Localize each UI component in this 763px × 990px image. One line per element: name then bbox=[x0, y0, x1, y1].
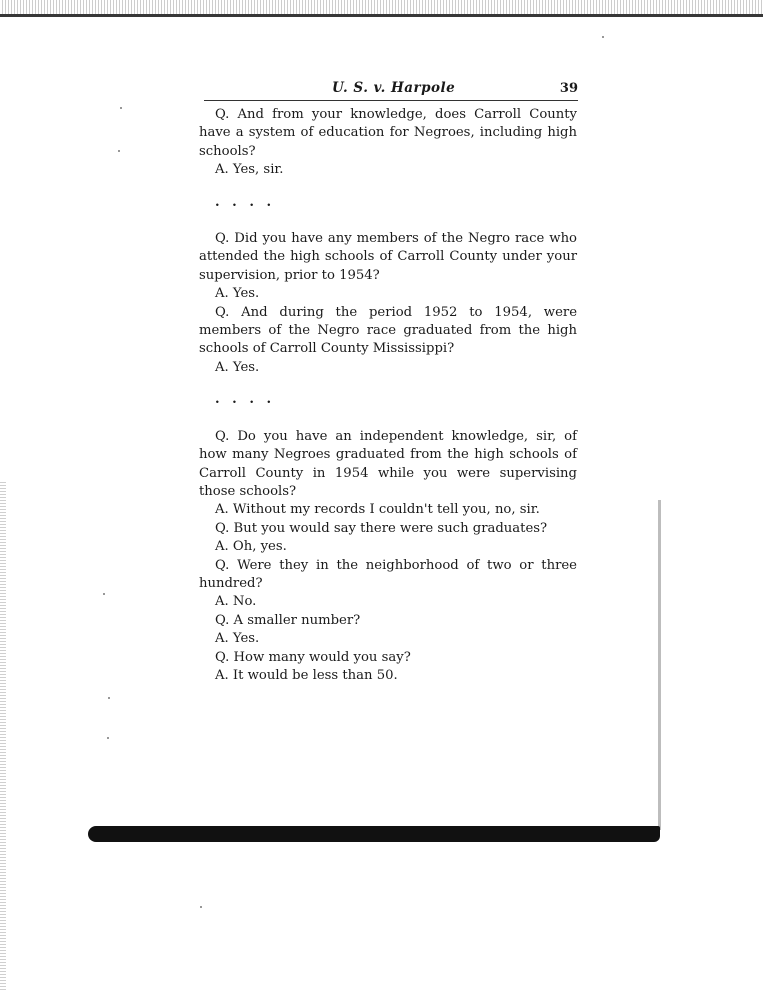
omission-ellipsis: . . . . bbox=[215, 392, 276, 408]
scan-speck bbox=[103, 593, 105, 595]
question: Q. How many would you say? bbox=[215, 649, 411, 665]
answer: A. It would be less than 50. bbox=[215, 667, 398, 683]
page-number: 39 bbox=[559, 81, 578, 96]
transcript-body bbox=[199, 106, 577, 685]
answer: A. No. bbox=[215, 594, 257, 610]
question: Q. And during the period 1952 to 1954, were members of the Negro race graduated from the high schools of Carroll County Mississippi? bbox=[199, 304, 577, 357]
scan-speck bbox=[120, 107, 122, 109]
running-head: U. S. v. Harpole bbox=[332, 80, 456, 96]
scan-left-edge bbox=[0, 480, 6, 990]
scan-speck bbox=[200, 906, 202, 908]
question: Q. A smaller number? bbox=[215, 612, 361, 628]
question: Q. Do you have an independent knowledge, sir, of how many Negroes graduated from the high schools of Carroll County in 1954 while you were supervising those schools? bbox=[199, 428, 577, 499]
page-header bbox=[204, 78, 578, 101]
scan-speck bbox=[118, 150, 120, 152]
question: Q. Did you have any members of the Negro race who attended the high schools of Carroll County under your supervision, prior to 1954? bbox=[199, 231, 577, 283]
question: Q. And from your knowledge, does Carroll County have a system of education for Negroes, including high schools? bbox=[199, 107, 577, 159]
scan-speck bbox=[107, 737, 109, 739]
scan-speck bbox=[602, 36, 604, 38]
answer: A. Yes. bbox=[215, 359, 260, 375]
scan-right-edge bbox=[658, 500, 661, 830]
scan-bottom-bar bbox=[88, 826, 660, 842]
answer: A. Without my records I couldn't tell you, no, sir. bbox=[215, 502, 540, 518]
answer: A. Yes. bbox=[215, 631, 260, 647]
answer: A. Yes, sir. bbox=[215, 162, 284, 178]
omission-ellipsis: . . . . bbox=[215, 194, 276, 210]
scan-top-edge bbox=[0, 0, 763, 17]
answer: A. Oh, yes. bbox=[215, 539, 287, 555]
scan-speck bbox=[108, 697, 110, 699]
answer: A. Yes. bbox=[215, 286, 260, 302]
question: Q. Were they in the neighborhood of two or three hundred? bbox=[199, 557, 577, 591]
question: Q. But you would say there were such graduates? bbox=[215, 520, 548, 536]
